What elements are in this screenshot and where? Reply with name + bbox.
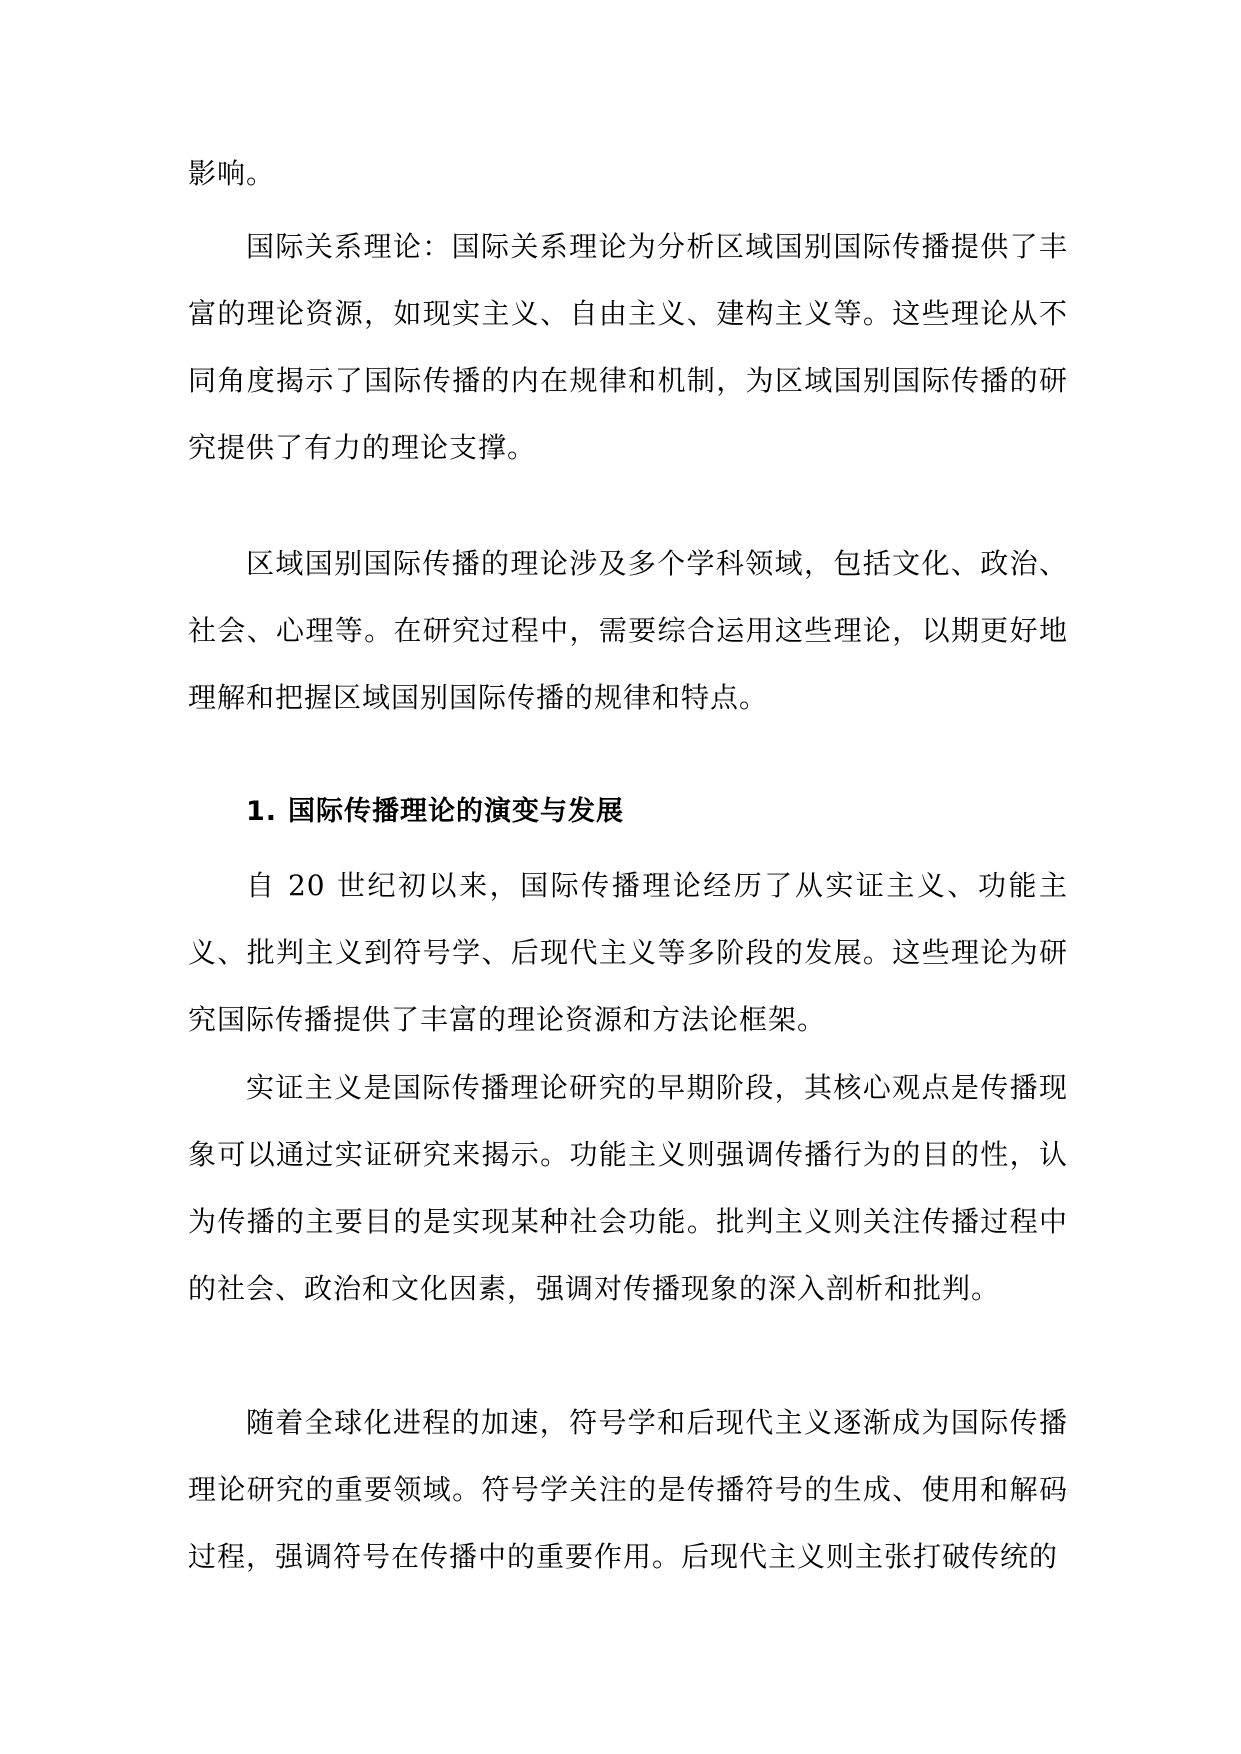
paragraph-semiotics-postmodernism: 随着全球化进程的加速，符号学和后现代主义逐渐成为国际传播理论研究的重要领域。符号学关注的是传播符号的生成、使用和解码过程，强调符号在传播中的重要作用。后现代主义则主张打破传统的 [188, 1406, 1068, 1573]
section-heading-number: 1. [246, 796, 278, 827]
paragraph-theory-evolution: 自 20 世纪初以来，国际传播理论经历了从实证主义、功能主义、批判主义到符号学、后现代主义等多阶段的发展。这些理论为研究国际传播提供了丰富的理论资源和方法论框架。 [188, 869, 1068, 1036]
section-heading [246, 778, 1066, 845]
paragraph-positivism-functionalism-critique: 实证主义是国际传播理论研究的早期阶段，其核心观点是传播现象可以通过实证研究来揭示。功能主义则强调传播行为的目的性，认为传播的主要目的是实现某种社会功能。批判主义则关注传播过程中的社会、政治和文化因素，强调对传播现象的深入剖析和批判。 [188, 1071, 1068, 1305]
paragraph-international-relations-theory: 国际关系理论：国际关系理论为分析区域国别国际传播提供了丰富的理论资源，如现实主义、自由主义、建构主义等。这些理论从不同角度揭示了国际传播的内在规律和机制，为区域国别国际传播的研究提供了有力的理论支撑。 [188, 230, 1068, 464]
paragraph-multidisciplinary-theory: 区域国别国际传播的理论涉及多个学科领域，包括文化、政治、社会、心理等。在研究过程中，需要综合运用这些理论，以期更好地理解和把握区域国别国际传播的规律和特点。 [188, 547, 1068, 714]
section-heading-title: 国际传播理论的演变与发展 [288, 796, 624, 827]
paragraph-continuation: 影响。 [188, 157, 276, 190]
